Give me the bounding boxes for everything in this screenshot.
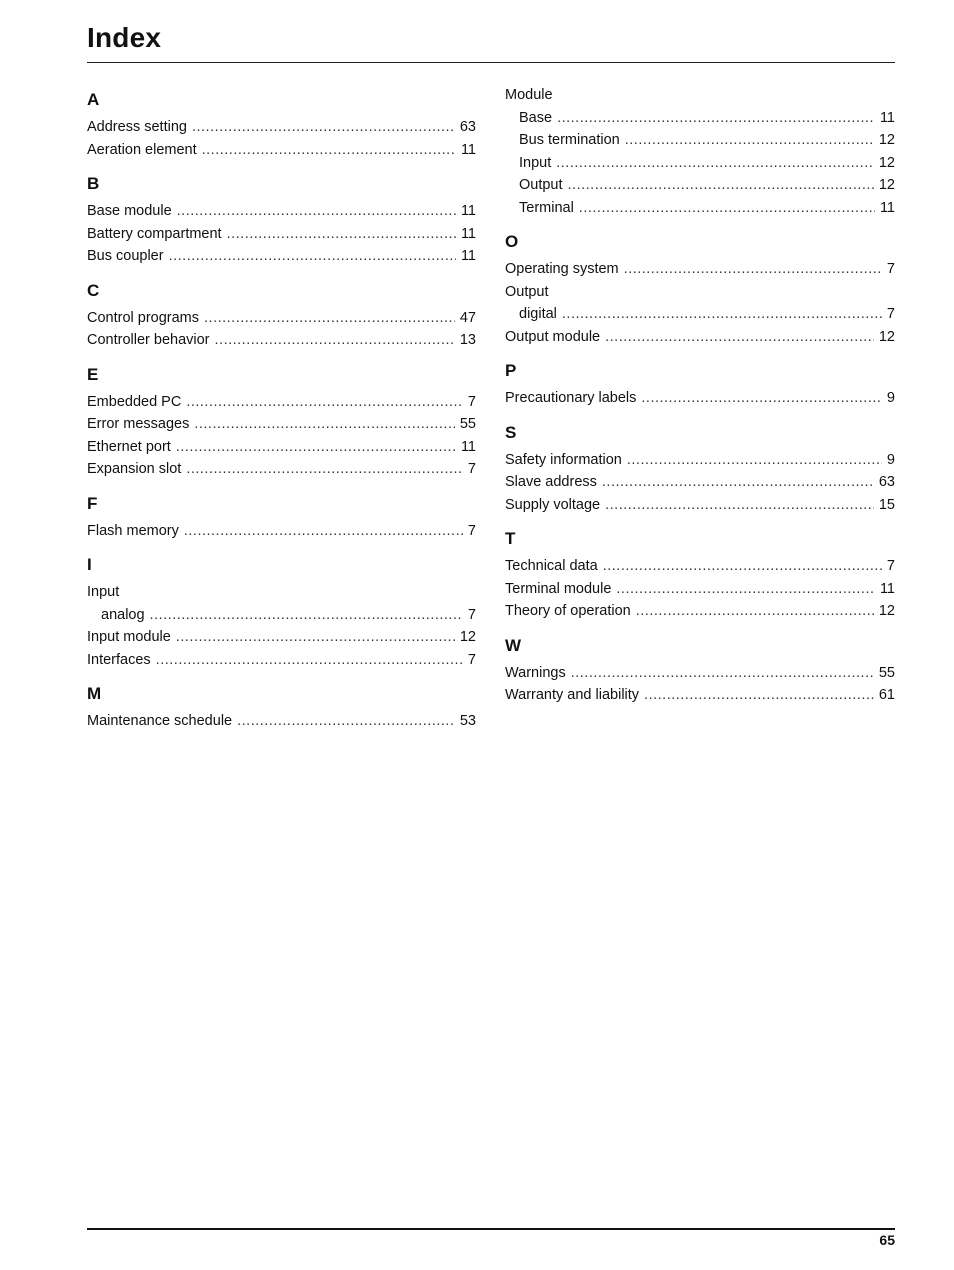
index-entry-label: Warranty and liability	[505, 687, 640, 703]
index-entry-label: Bus coupler	[87, 248, 164, 264]
index-entry-label: Battery compartment	[87, 225, 222, 242]
dot-leader	[227, 223, 456, 246]
section-letter-t: T	[505, 529, 516, 548]
index-entry-controller-behavior	[87, 329, 476, 352]
index-entry-page: 7	[467, 606, 476, 623]
dot-leader	[215, 329, 455, 352]
index-entry-base-module	[87, 200, 476, 223]
index-entry-page: 12	[459, 629, 476, 645]
index-entry-page: 47	[459, 309, 476, 326]
index-column-right	[505, 84, 895, 707]
index-entry-page: 7	[886, 306, 895, 322]
section-letter-m: M	[87, 684, 102, 703]
index-entry-page: 12	[878, 603, 895, 619]
index-entry-page: 7	[467, 522, 476, 539]
index-entry-digital	[505, 303, 895, 326]
index-entry-page: 11	[460, 438, 476, 455]
section-letter-c: C	[87, 280, 100, 300]
dot-leader	[176, 436, 456, 459]
section-letter-p: P	[505, 361, 517, 380]
index-entry-page: 61	[878, 687, 895, 703]
index-entry-battery-compartment	[87, 223, 476, 246]
index-entry-embedded-pc	[87, 391, 476, 414]
index-entry-input-module	[87, 626, 476, 649]
index-entry-label: Terminal module	[505, 580, 612, 597]
index-entry-safety-information	[505, 449, 895, 472]
dot-leader	[571, 662, 874, 685]
index-entry-technical-data	[505, 555, 895, 578]
dot-leader	[627, 449, 882, 472]
index-column-left	[87, 84, 476, 733]
section-letter-e: E	[87, 364, 99, 384]
index-entry-bus-coupler	[87, 245, 476, 268]
index-entry-label: Base module	[87, 203, 172, 219]
index-entry-label: Module	[505, 87, 553, 103]
dot-leader	[176, 626, 455, 649]
index-entry-page: 13	[459, 332, 476, 348]
index-entry-address-setting	[87, 116, 476, 139]
index-entry-label: Input module	[87, 629, 171, 645]
index-entry-page: 53	[459, 713, 476, 729]
index-entry-page: 55	[878, 664, 895, 681]
index-entry-page: 7	[467, 461, 476, 477]
index-entry-label: Controller behavior	[87, 332, 210, 348]
dot-leader	[237, 710, 455, 733]
index-entry-label: Supply voltage	[505, 496, 601, 513]
dot-leader	[568, 174, 874, 197]
page-title: Index	[87, 22, 162, 53]
index-entry-terminal	[505, 197, 895, 220]
index-entry-label: Aeration element	[87, 141, 197, 158]
section-letter-a: A	[87, 90, 100, 109]
index-entry-label: Expansion slot	[87, 461, 182, 477]
index-entry-page: 11	[460, 248, 476, 264]
index-entry-label: Operating system	[505, 261, 619, 277]
dot-leader	[177, 200, 456, 223]
footer-divider	[87, 1228, 895, 1230]
index-entry-slave-address	[505, 471, 895, 494]
index-entry-label: Control programs	[87, 309, 200, 326]
page-number: 65	[879, 1232, 895, 1248]
title-divider	[87, 62, 895, 63]
index-entry-control-programs	[87, 307, 476, 330]
index-entry-label: Input	[87, 584, 120, 600]
section-letter-i: I	[87, 555, 92, 574]
index-entry-output	[505, 281, 895, 304]
index-entry-input	[505, 152, 895, 175]
index-entry-page: 11	[879, 580, 895, 597]
dot-leader	[150, 604, 463, 627]
index-entry-label: Ethernet port	[87, 438, 171, 455]
index-entry-label: Output module	[505, 328, 601, 345]
index-entry-page: 7	[467, 651, 476, 668]
index-entry-label: Precautionary labels	[505, 390, 637, 406]
dot-leader	[636, 600, 874, 623]
dot-leader	[556, 152, 874, 175]
dot-leader	[202, 139, 456, 162]
index-entry-page: 9	[886, 390, 895, 406]
index-entry-error-messages	[87, 413, 476, 436]
index-entry-output-module	[505, 326, 895, 349]
index-entry-precautionary-labels	[505, 387, 895, 410]
index-entry-page: 7	[467, 393, 476, 410]
index-entry-label: Maintenance schedule	[87, 713, 233, 729]
dot-leader	[562, 303, 882, 326]
index-entry-aeration-element	[87, 139, 476, 162]
index-entry-page: 7	[886, 261, 895, 277]
index-entry-page: 11	[879, 109, 895, 126]
index-entry-label: Output	[505, 283, 549, 300]
index-entry-interfaces	[87, 649, 476, 672]
index-entry-flash-memory	[87, 520, 476, 543]
dot-leader	[204, 307, 455, 330]
dot-leader	[186, 458, 463, 481]
section-letter-w: W	[505, 635, 522, 655]
index-entry-page: 11	[879, 199, 895, 216]
index-entry-page: 12	[878, 328, 895, 345]
dot-leader	[602, 471, 874, 494]
dot-leader	[641, 387, 882, 410]
index-entry-page: 11	[460, 203, 476, 219]
index-entry-bus-termination	[505, 129, 895, 152]
index-entry-warranty-and-liability	[505, 684, 895, 707]
index-entry-page: 12	[878, 132, 895, 148]
dot-leader	[603, 555, 882, 578]
dot-leader	[579, 197, 875, 220]
index-entry-page: 55	[459, 416, 476, 432]
dot-leader	[169, 245, 456, 268]
index-entry-expansion-slot	[87, 458, 476, 481]
section-letter-f: F	[87, 493, 98, 513]
dot-leader	[192, 116, 455, 139]
index-entry-analog	[87, 604, 476, 627]
index-entry-label: Input	[519, 154, 552, 171]
index-entry-operating-system	[505, 258, 895, 281]
index-entry-label: Terminal	[519, 199, 574, 216]
dot-leader	[194, 413, 455, 436]
dot-leader	[605, 326, 874, 349]
index-entry-label: Bus termination	[519, 132, 620, 148]
dot-leader	[156, 649, 463, 672]
dot-leader	[186, 391, 463, 414]
index-entry-page: 11	[460, 141, 476, 158]
index-entry-label: Address setting	[87, 119, 187, 135]
index-entry-warnings	[505, 662, 895, 685]
index-entry-label: Warnings	[505, 664, 566, 681]
dot-leader	[644, 684, 874, 707]
index-entry-page: 11	[460, 225, 476, 242]
index-entry-label: Interfaces	[87, 651, 151, 668]
index-entry-label: Embedded PC	[87, 393, 182, 410]
index-entry-page: 15	[878, 496, 895, 513]
index-entry-input	[87, 581, 476, 604]
dot-leader	[184, 520, 463, 543]
index-entry-page: 12	[878, 154, 895, 171]
dot-leader	[616, 578, 875, 601]
dot-leader	[605, 494, 874, 517]
index-entry-label: Base	[519, 109, 553, 126]
index-entry-label: Slave address	[505, 474, 597, 490]
index-entry-theory-of-operation	[505, 600, 895, 623]
index-entry-module	[505, 84, 895, 107]
index-entry-base	[505, 107, 895, 130]
index-entry-label: Safety information	[505, 451, 622, 468]
index-entry-label: digital	[519, 306, 557, 322]
section-letter-o: O	[505, 232, 519, 251]
index-entry-page: 63	[459, 119, 476, 135]
index-entry-terminal-module	[505, 578, 895, 601]
index-entry-label: Output	[519, 177, 563, 193]
section-letter-b: B	[87, 174, 100, 193]
index-entry-label: Flash memory	[87, 522, 179, 539]
index-entry-supply-voltage	[505, 494, 895, 517]
index-entry-label: Technical data	[505, 558, 598, 574]
index-entry-label: analog	[101, 606, 145, 623]
index-entry-page: 63	[878, 474, 895, 490]
index-entry-label: Theory of operation	[505, 603, 631, 619]
index-entry-page: 9	[886, 451, 895, 468]
index-entry-page: 12	[878, 177, 895, 193]
section-letter-s: S	[505, 422, 517, 442]
dot-leader	[625, 129, 874, 152]
dot-leader	[557, 107, 875, 130]
index-entry-output	[505, 174, 895, 197]
index-entry-label: Error messages	[87, 416, 190, 432]
dot-leader	[624, 258, 882, 281]
index-entry-maintenance-schedule	[87, 710, 476, 733]
index-entry-page: 7	[886, 558, 895, 574]
index-entry-ethernet-port	[87, 436, 476, 459]
